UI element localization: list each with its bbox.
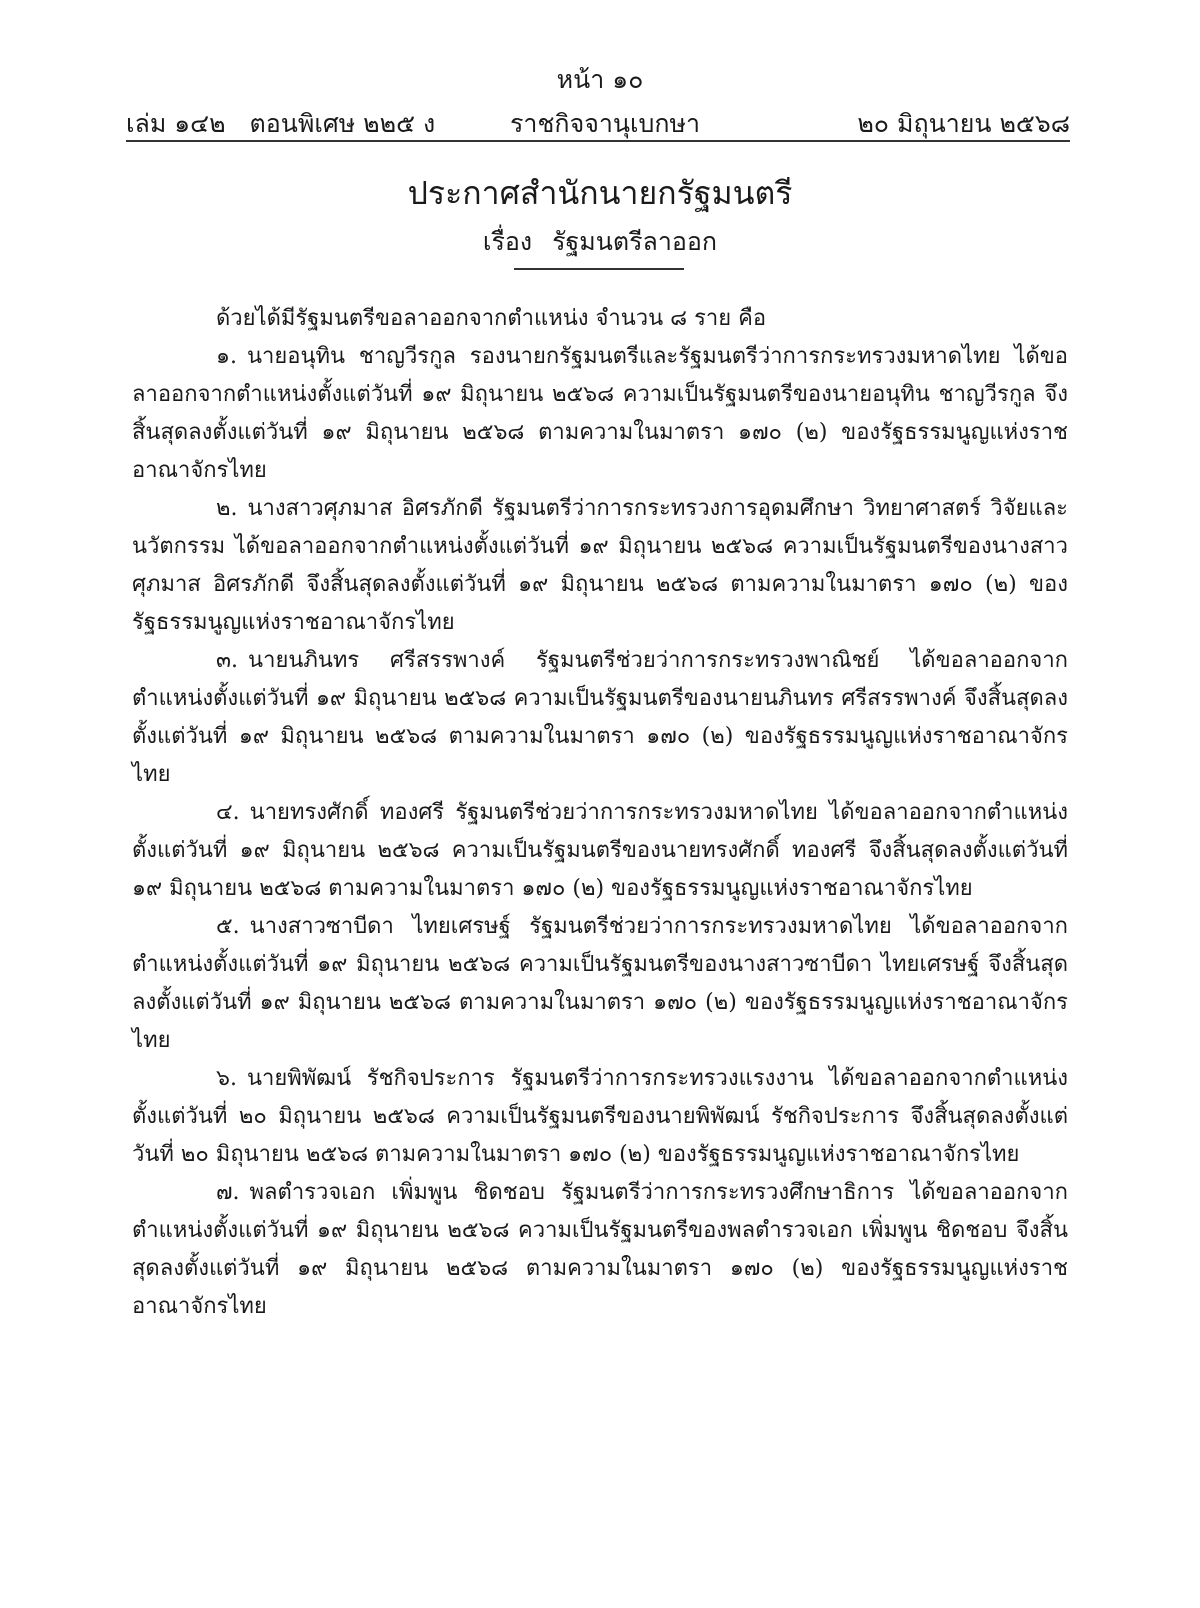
item-number: ๒. — [216, 496, 238, 521]
announcement-body — [132, 300, 1068, 1326]
list-item — [132, 908, 1068, 1060]
list-item — [132, 490, 1068, 642]
list-item — [132, 338, 1068, 490]
list-item — [132, 1060, 1068, 1174]
intro-paragraph: ด้วยได้มีรัฐมนตรีขอลาออกจากตำแหน่ง จำนวน ๘ ราย คือ — [216, 306, 767, 331]
subject-text: รัฐมนตรีลาออก — [552, 227, 718, 256]
item-number: ๖. — [216, 1066, 237, 1091]
announcement-title: ประกาศสำนักนายกรัฐมนตรี — [407, 174, 793, 212]
list-item — [132, 642, 1068, 794]
announcement-subject — [0, 222, 1200, 262]
item-number: ๓. — [216, 648, 239, 673]
item-text: นายทรงศักดิ์ ทองศรี รัฐมนตรีช่วยว่าการกระทรวงมหาดไทย ได้ขอลาออกจากตำแหน่งตั้งแต่วันที่ ๑๙ มิถุนายน ๒๕๖๘ ความเป็นรัฐมนตรีของนายทรงศักดิ์ ทองศรี จึงสิ้นสุดลงตั้งแต่วันที่ ๑๙ มิถุนายน ๒๕๖๘ ตามความในมาตรา ๑๗๐ (๒) ของรัฐธรรมนูญแห่งราชอาณาจักรไทย — [132, 800, 1068, 901]
item-text: นายพิพัฒน์ รัชกิจประการ รัฐมนตรีว่าการกระทรวงแรงงาน ได้ขอลาออกจากตำแหน่งตั้งแต่วันที่ ๒๐ มิถุนายน ๒๕๖๘ ความเป็นรัฐมนตรีของนายพิพัฒน์ รัชกิจประการ จึงสิ้นสุดลงตั้งแต่วันที่ ๒๐ มิถุนายน ๒๕๖๘ ตามความในมาตรา ๑๗๐ (๒) ของรัฐธรรมนูญแห่งราชอาณาจักรไทย — [132, 1066, 1068, 1167]
issue-label: ตอนพิเศษ ๒๒๕ ง — [249, 109, 436, 138]
item-text: พลตำรวจเอก เพิ่มพูน ชิดชอบ รัฐมนตรีว่าการกระทรวงศึกษาธิการ ได้ขอลาออกจากตำแหน่งตั้งแต่วันที่ ๑๙ มิถุนายน ๒๕๖๘ ความเป็นรัฐมนตรีของพลตำรวจเอก เพิ่มพูน ชิดชอบ จึงสิ้นสุดลงตั้งแต่วันที่ ๑๙ มิถุนายน ๒๕๖๘ ตามความในมาตรา ๑๗๐ (๒) ของรัฐธรรมนูญแห่งราชอาณาจักรไทย — [132, 1180, 1068, 1319]
page-number: หน้า ๑๐ — [556, 65, 644, 94]
list-item — [132, 1174, 1068, 1326]
publication-name: ราชกิจจานุเบกษา — [510, 109, 701, 138]
item-text: นายนภินทร ศรีสรรพางค์ รัฐมนตรีช่วยว่าการกระทรวงพาณิชย์ ได้ขอลาออกจากตำแหน่งตั้งแต่วันที่ ๑๙ มิถุนายน ๒๕๖๘ ความเป็นรัฐมนตรีของนายนภินทร ศรีสรรพางค์ จึงสิ้นสุดลงตั้งแต่วันที่ ๑๙ มิถุนายน ๒๕๖๘ ตามความในมาตรา ๑๗๐ (๒) ของรัฐธรรมนูญแห่งราชอาณาจักรไทย — [132, 648, 1068, 787]
item-text: นางสาวซาบีดา ไทยเศรษฐ์ รัฐมนตรีช่วยว่าการกระทรวงมหาดไทย ได้ขอลาออกจากตำแหน่งตั้งแต่วันที่ ๑๙ มิถุนายน ๒๕๖๘ ความเป็นรัฐมนตรีของนางสาวซาบีดา ไทยเศรษฐ์ จึงสิ้นสุดลงตั้งแต่วันที่ ๑๙ มิถุนายน ๒๕๖๘ ตามความในมาตรา ๑๗๐ (๒) ของรัฐธรรมนูญแห่งราชอาณาจักรไทย — [132, 914, 1068, 1053]
publication-date: ๒๐ มิถุนายน ๒๕๖๘ — [857, 109, 1070, 138]
subject-label: เรื่อง — [482, 227, 533, 256]
item-number: ๗. — [216, 1180, 240, 1205]
header-divider — [126, 140, 1070, 142]
gazette-header — [126, 104, 1070, 140]
item-text: นายอนุทิน ชาญวีรกูล รองนายกรัฐมนตรีและรัฐมนตรีว่าการกระทรวงมหาดไทย ได้ขอลาออกจากตำแหน่งตั้งแต่วันที่ ๑๙ มิถุนายน ๒๕๖๘ ความเป็นรัฐมนตรีของนายอนุทิน ชาญวีรกูล จึงสิ้นสุดลงตั้งแต่วันที่ ๑๙ มิถุนายน ๒๕๖๘ ตามความในมาตรา ๑๗๐ (๒) ของรัฐธรรมนูญแห่งราชอาณาจักรไทย — [132, 344, 1068, 483]
title-divider — [514, 268, 684, 270]
item-number: ๕. — [216, 914, 240, 939]
item-text: นางสาวศุภมาส อิศรภักดี รัฐมนตรีว่าการกระทรวงการอุดมศึกษา วิทยาศาสตร์ วิจัยและนวัตกรรม ได้ขอลาออกจากตำแหน่งตั้งแต่วันที่ ๑๙ มิถุนายน ๒๕๖๘ ความเป็นรัฐมนตรีของนางสาวศุภมาส อิศรภักดี จึงสิ้นสุดลงตั้งแต่วันที่ ๑๙ มิถุนายน ๒๕๖๘ ตามความในมาตรา ๑๗๐ (๒) ของรัฐธรรมนูญแห่งราชอาณาจักรไทย — [132, 496, 1069, 635]
header-left — [126, 104, 435, 144]
item-number: ๔. — [216, 800, 240, 825]
list-item — [132, 794, 1068, 908]
item-number: ๑. — [216, 344, 237, 369]
volume-label: เล่ม ๑๔๒ — [126, 109, 226, 138]
